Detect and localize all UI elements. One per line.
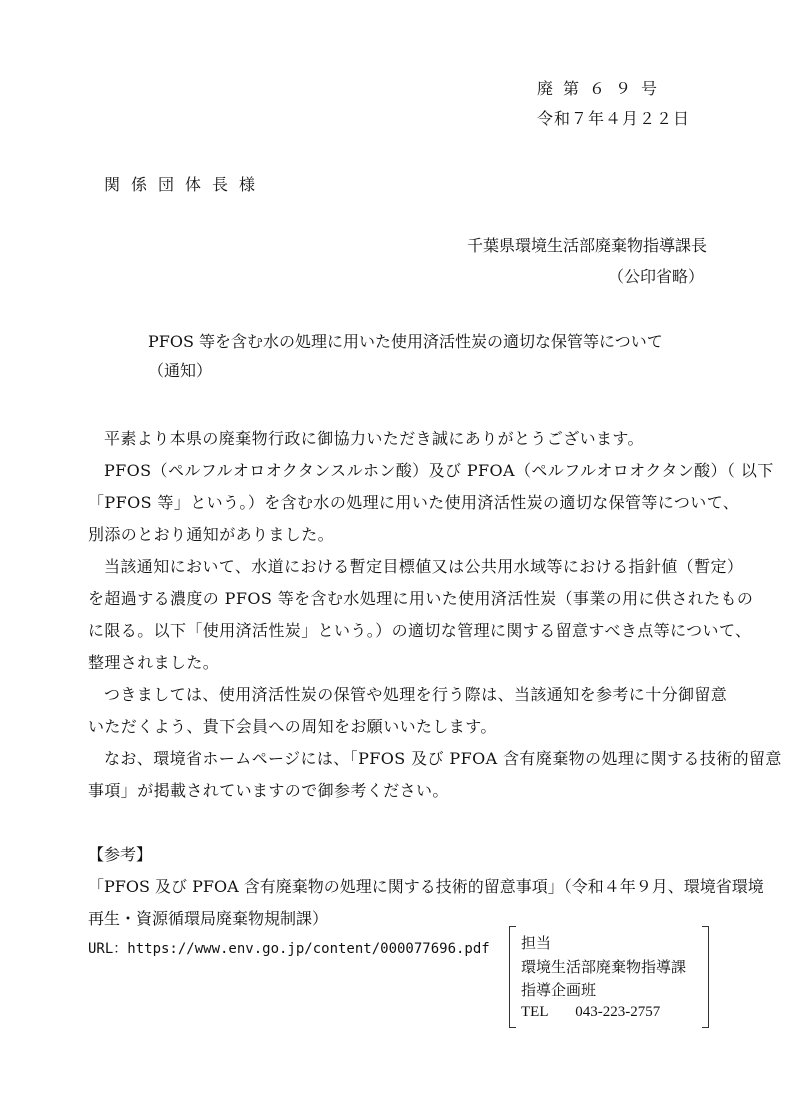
contact-tel-label: TEL — [521, 1004, 549, 1020]
document-date: 令和７年４月２２日 — [537, 109, 691, 128]
body-paragraph-5-line-2: 事項」が掲載されていますので御参考ください。 — [88, 781, 449, 800]
contact-box — [509, 926, 709, 1026]
contact-phone — [521, 1002, 660, 1021]
contact-division: 環境生活部廃棄物指導課 — [521, 958, 687, 976]
body-paragraph-3-line-3: に限る。以下「使用済活性炭」という。）の適切な管理に関する留意すべき点等について、 — [88, 621, 752, 640]
seal-note: （公印省略） — [608, 267, 705, 286]
body-paragraph-1-line-1: 平素より本県の廃棄物行政に御協力いただき誠にありがとうございます。 — [104, 429, 644, 448]
addressee: 関係団体長様 — [104, 175, 267, 194]
body-paragraph-2-line-2: 「PFOS 等」という。）を含む水の処理に用いた使用済活性炭の適切な保管等について、 — [88, 493, 740, 512]
reference-line-2: 再生・資源循環局廃棄物規制課） — [88, 909, 329, 928]
body-paragraph-2-line-3: 別添のとおり通知がありました。 — [88, 525, 335, 544]
body-paragraph-5-line-1: なお、環境省ホームページには、「PFOS 及び PFOA 含有廃棄物の処理に関する技術的留意 — [104, 749, 782, 768]
contact-bracket-right — [702, 926, 709, 1028]
sender-title: 千葉県環境生活部廃棄物指導課長 — [467, 236, 708, 255]
contact-team: 指導企画班 — [521, 981, 597, 999]
subject-line-1: PFOS 等を含む水の処理に用いた使用済活性炭の適切な保管等について — [148, 332, 663, 351]
body-paragraph-4-line-2: いただくよう、貴下会員への周知をお願いいたします。 — [88, 717, 497, 736]
reference-url: URL：https://www.env.go.jp/content/000077696.pdf — [88, 941, 490, 957]
document-number: 廃第６９号 — [537, 79, 668, 98]
reference-line-1: 「PFOS 及び PFOA 含有廃棄物の処理に関する技術的留意事項」（令和４年９月、環境省環境 — [88, 877, 764, 896]
reference-heading: 【参考】 — [88, 845, 153, 864]
body-paragraph-3-line-2: を超過する濃度の PFOS 等を含む水処理に用いた使用済活性炭（事業の用に供されたもの — [88, 589, 754, 608]
body-paragraph-2-line-1: PFOS（ペルフルオロオクタンスルホン酸）及び PFOA（ペルフルオロオクタン酸）（ 以下 — [104, 461, 774, 480]
body-paragraph-3-line-1: 当該通知において、水道における暫定目標値又は公共用水域等における指針値（暫定） — [104, 557, 744, 576]
contact-bracket-left — [509, 926, 516, 1028]
contact-tel-number: 043-223-2757 — [575, 1004, 661, 1020]
contact-label: 担当 — [521, 934, 552, 952]
subject-line-2: （通知） — [148, 361, 213, 380]
body-paragraph-3-line-4: 整理されました。 — [88, 653, 220, 672]
body-paragraph-4-line-1: つきましては、使用済活性炭の保管や処理を行う際は、当該通知を参考に十分御留意 — [104, 685, 728, 704]
